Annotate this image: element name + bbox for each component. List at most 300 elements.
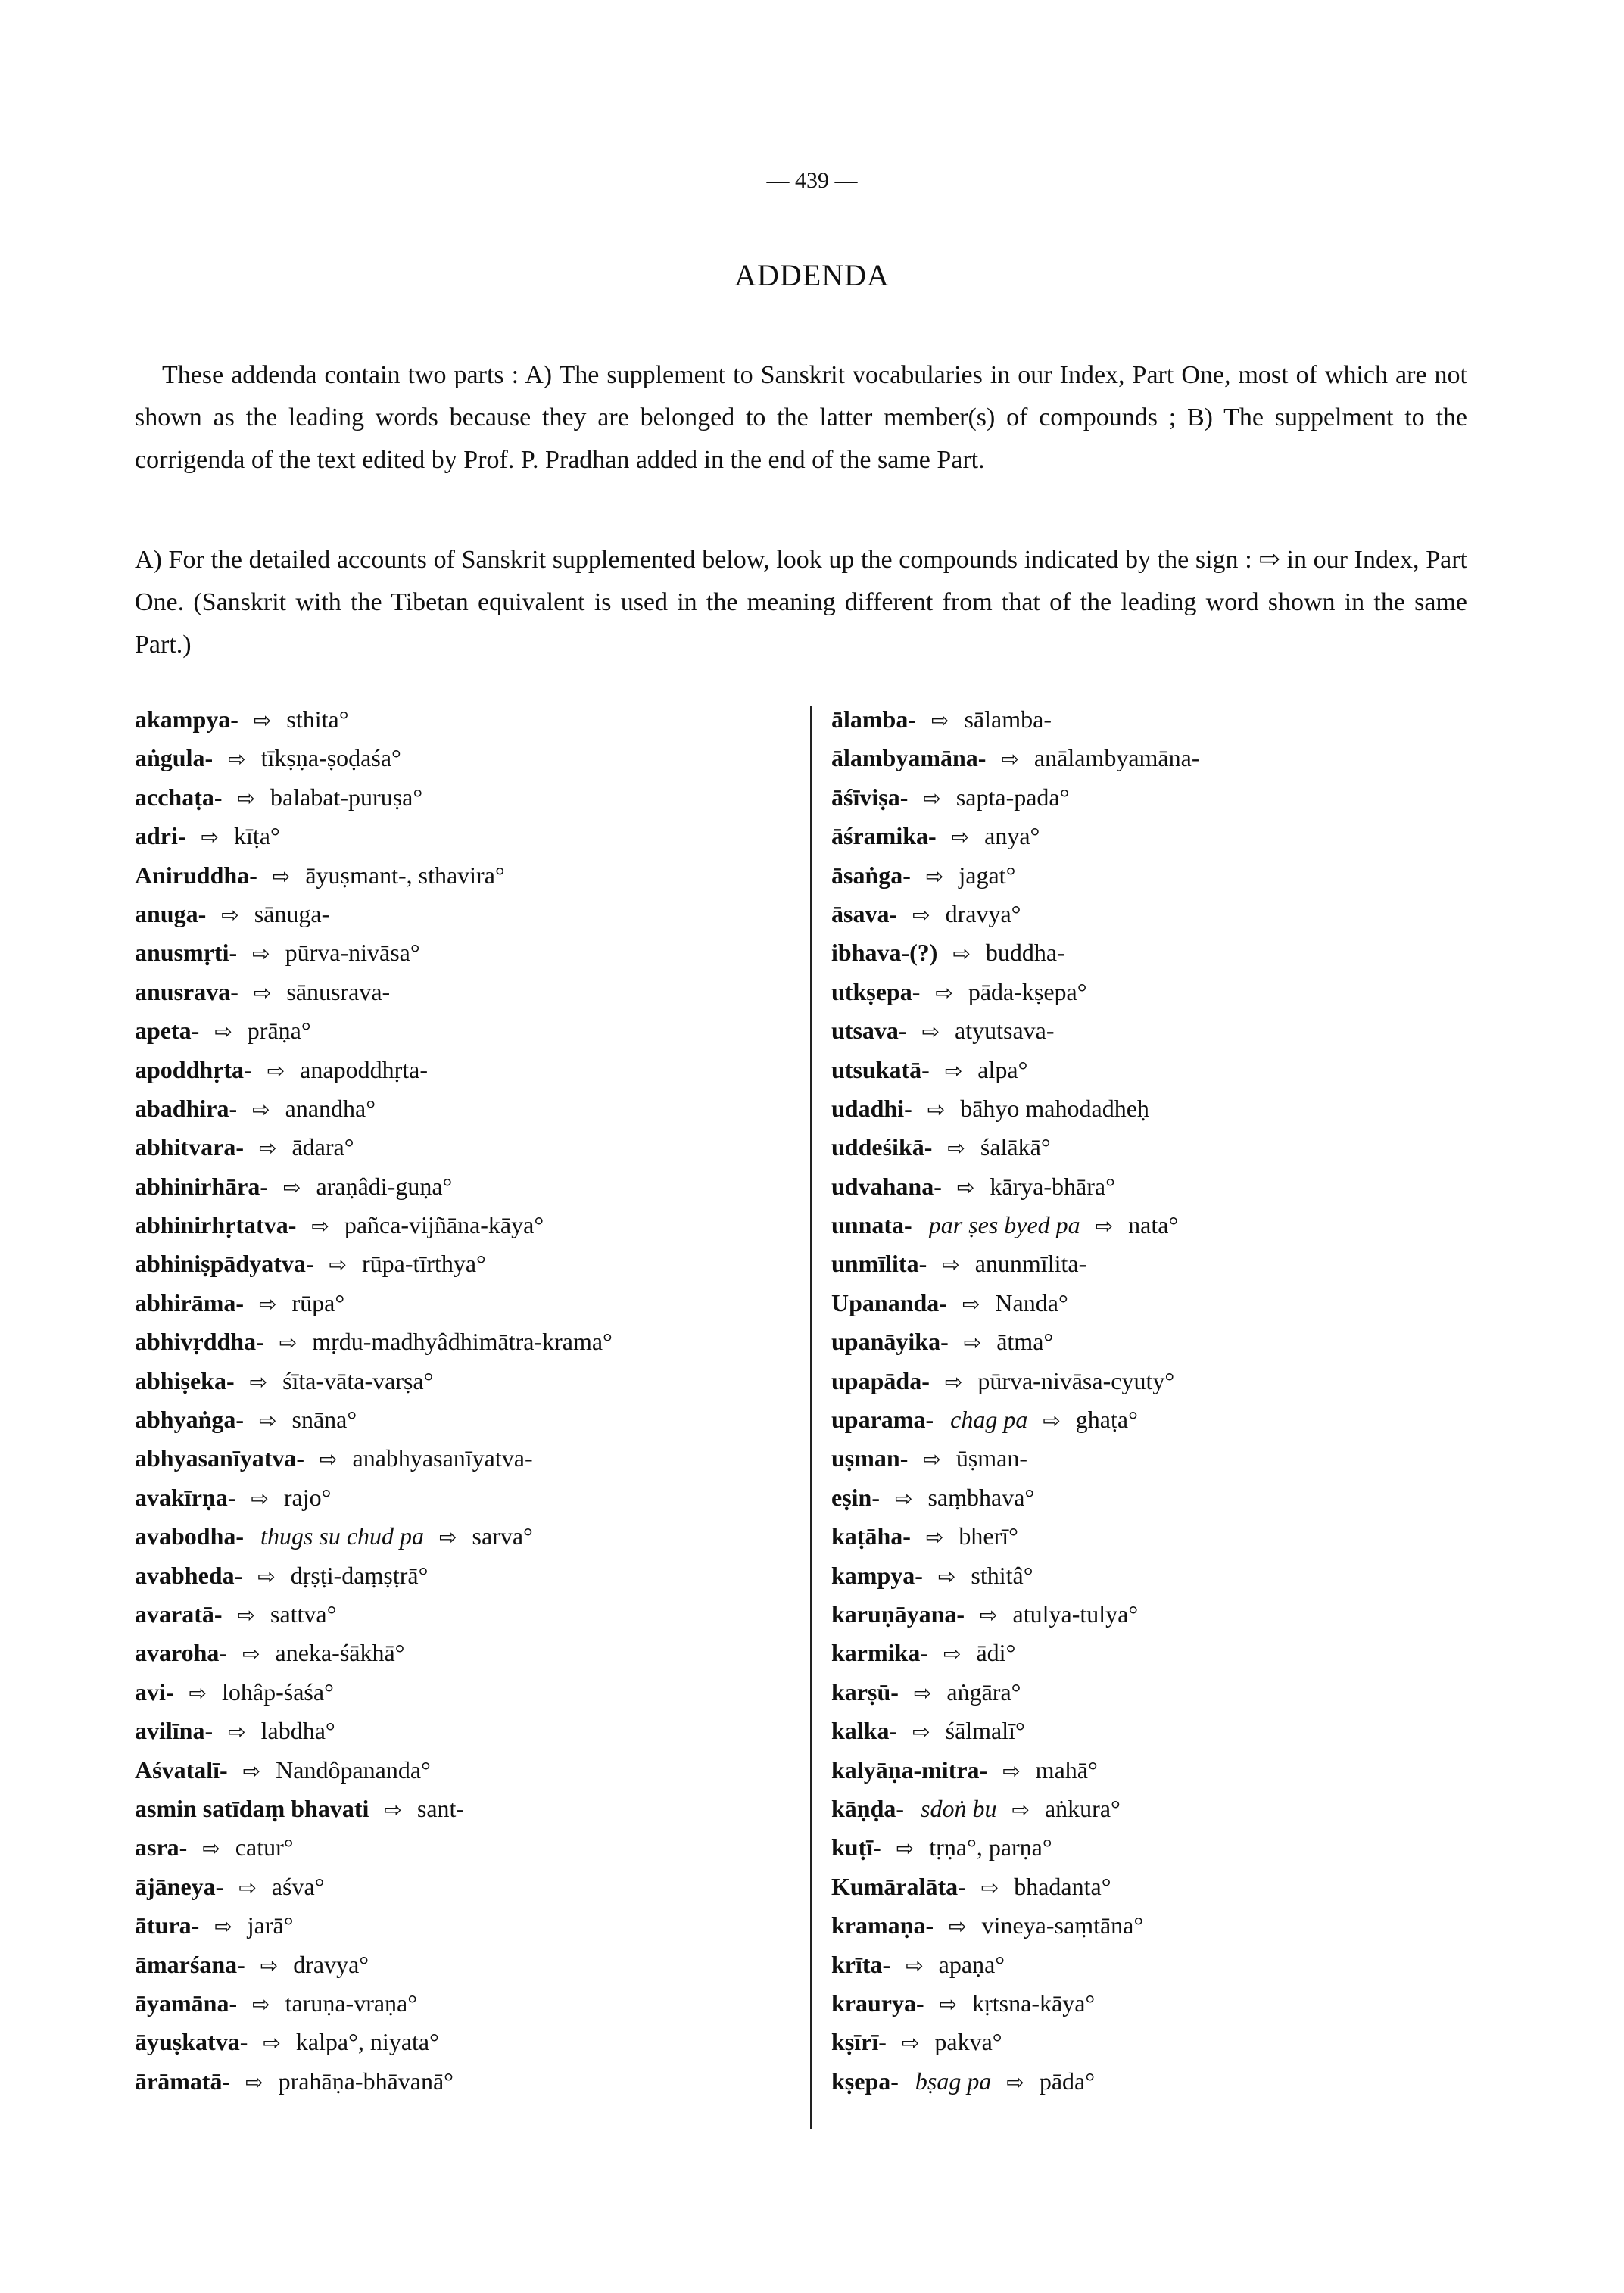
entry-headword: abhinirhāra- [135, 1172, 269, 1200]
cross-reference-arrow-icon: ⇨ [896, 1836, 915, 1862]
entry-headword: kalka- [831, 1717, 898, 1745]
entry-reference: balabat-puruṣa° [270, 783, 423, 811]
right-entry-column [831, 706, 1498, 2106]
entry-headword: kuṭī- [831, 1833, 881, 1862]
entry-row [135, 2028, 801, 2067]
entry-tibetan: chag pa [950, 1406, 1028, 1434]
entry-row [135, 1211, 801, 1250]
entry-reference: lohâp-śaśa° [222, 1678, 334, 1706]
entry-reference: anapoddhṛta- [300, 1055, 428, 1083]
entry-reference: ghaṭa° [1075, 1406, 1138, 1434]
entry-row [135, 1289, 801, 1328]
intro-paragraph: These addenda contain two parts : A) The supplement to Sanskrit vocabularies in our Index, Part One, most of which are not shown as the leading words because they are belonged to the latter member(s) of compounds ; B) The suppelment to the corrigenda of the text edited by Prof. P. Pradhan added in the end of the same Part. [135, 361, 1467, 474]
entry-row [831, 1873, 1498, 1911]
entry-headword: kalyāṇa-mitra- [831, 1756, 988, 1784]
entry-reference: kalpa°, niyata° [295, 2028, 439, 2056]
entry-reference: labdha° [260, 1717, 335, 1745]
entry-headword: ājāneya- [135, 1872, 224, 1900]
entry-reference: pakva° [934, 2028, 1002, 2056]
entry-headword: avabodha- [135, 1522, 245, 1550]
cross-reference-arrow-icon: ⇨ [927, 1096, 946, 1122]
entry-headword: anusmṛti- [135, 939, 238, 967]
cross-reference-arrow-icon: ⇨ [1001, 746, 1019, 772]
entry-row [831, 744, 1498, 783]
entry-headword: apeta- [135, 1017, 200, 1045]
entry-reference: sattva° [270, 1600, 337, 1628]
cross-reference-arrow-icon: ⇨ [283, 1174, 301, 1200]
entry-row [831, 1133, 1498, 1172]
entry-reference: kṛtsna-kāya° [972, 1989, 1096, 2017]
entry-row [831, 706, 1498, 744]
entry-reference: aṅgāra° [946, 1678, 1021, 1706]
entry-reference: pūrva-nivāsa° [285, 939, 420, 967]
entry-row [831, 822, 1498, 861]
entry-row [135, 1717, 801, 1756]
cross-reference-arrow-icon: ⇨ [439, 1525, 457, 1550]
entry-headword: eṣin- [831, 1483, 880, 1511]
entry-headword: avaratā- [135, 1600, 223, 1628]
cross-reference-arrow-icon: ⇨ [935, 980, 953, 1005]
entry-reference: nata° [1128, 1211, 1179, 1239]
entry-reference: bhadanta° [1014, 1872, 1111, 1900]
entry-headword: abhiniṣpādyatva- [135, 1250, 314, 1278]
cross-reference-arrow-icon: ⇨ [931, 708, 949, 733]
entry-reference: tīkṣṇa-ṣoḍaśa° [260, 744, 401, 772]
entry-headword: kraurya- [831, 1989, 924, 2017]
cross-reference-arrow-icon: ⇨ [252, 1096, 270, 1122]
cross-reference-arrow-icon: ⇨ [913, 1680, 932, 1706]
cross-reference-arrow-icon: ⇨ [921, 1019, 940, 1045]
cross-reference-arrow-icon: ⇨ [1095, 1213, 1114, 1239]
cross-reference-arrow-icon: ⇨ [901, 2030, 920, 2056]
entry-reference: atulya-tulya° [1012, 1600, 1139, 1628]
entry-row [135, 1173, 801, 1211]
entry-row [831, 1484, 1498, 1522]
cross-reference-arrow-icon: ⇨ [249, 1369, 268, 1394]
cross-reference-arrow-icon: ⇨ [202, 1836, 220, 1862]
entry-reference: anabhyasanīyatva- [352, 1444, 533, 1472]
entry-row [135, 744, 801, 783]
cross-reference-arrow-icon: ⇨ [279, 1330, 298, 1356]
entry-row [135, 1562, 801, 1600]
entry-headword: kṣīrī- [831, 2028, 887, 2056]
cross-reference-arrow-icon: ⇨ [253, 980, 272, 1005]
entry-row [831, 1989, 1498, 2028]
entry-row [135, 1756, 801, 1795]
cross-reference-arrow-icon: ⇨ [952, 941, 971, 967]
entry-row [135, 1795, 801, 1833]
entry-row [135, 1989, 801, 2028]
entry-row [831, 1406, 1498, 1444]
entry-row [831, 1289, 1498, 1328]
cross-reference-arrow-icon: ⇨ [263, 2030, 281, 2056]
entry-headword: kāṇḍa- [831, 1794, 905, 1822]
cross-reference-arrow-icon: ⇨ [228, 746, 246, 772]
entry-reference: āyuṣmant-, sthavira° [305, 861, 505, 889]
entry-reference: jarā° [247, 1911, 294, 1939]
cross-reference-arrow-icon: ⇨ [237, 785, 255, 811]
cross-reference-arrow-icon: ⇨ [201, 824, 220, 850]
cross-reference-arrow-icon: ⇨ [980, 1874, 999, 1900]
entry-row [135, 1056, 801, 1095]
entry-reference: sarva° [472, 1522, 533, 1550]
entry-reference: anya° [984, 822, 1040, 850]
section-a-paragraph: A) For the detailed accounts of Sanskrit supplemented below, look up the compounds indicated by the sign : ⇨ in our Index, Part One. (Sanskrit with the Tibetan equivalent is used in the meaning different from that of the leading word shown in the same Part.) [135, 546, 1467, 659]
entry-row [831, 2067, 1498, 2106]
entry-reference: anālambyamāna- [1033, 744, 1200, 772]
entry-headword: avakīrṇa- [135, 1483, 236, 1511]
entry-headword: udvahana- [831, 1172, 942, 1200]
entry-tibetan: bṣag pa [915, 2067, 992, 2095]
entry-reference: bāhyo mahodadheḥ [960, 1094, 1149, 1122]
entry-row [135, 706, 801, 744]
entry-reference: ādara° [291, 1133, 354, 1161]
entry-reference: śalākā° [980, 1133, 1051, 1161]
entry-row [831, 784, 1498, 822]
entry-row [831, 1951, 1498, 1989]
entry-headword: āmarśana- [135, 1950, 245, 1978]
entry-reference: Nanda° [995, 1288, 1068, 1316]
entry-headword: ālambyamāna- [831, 744, 987, 772]
entry-row [135, 1639, 801, 1678]
entry-row [831, 1367, 1498, 1406]
cross-reference-arrow-icon: ⇨ [949, 1914, 967, 1939]
entry-headword: āśīviṣa- [831, 783, 909, 811]
entry-reference: kīṭa° [234, 822, 280, 850]
entry-reference: ūṣman- [955, 1444, 1028, 1472]
entry-reference: bherī° [959, 1522, 1018, 1550]
entry-headword: Aśvatalī- [135, 1756, 228, 1784]
entry-row [831, 1717, 1498, 1756]
entry-row [135, 1367, 801, 1406]
left-entry-column [135, 706, 801, 2106]
cross-reference-arrow-icon: ⇨ [260, 1952, 279, 1978]
entry-reference: prahāṇa-bhāvanā° [278, 2067, 454, 2095]
entry-reference: rajo° [283, 1483, 332, 1511]
entry-reference: aśva° [271, 1872, 325, 1900]
cross-reference-arrow-icon: ⇨ [895, 1485, 913, 1511]
entry-reference: buddha- [985, 939, 1065, 967]
entry-headword: abhiṣeka- [135, 1366, 235, 1394]
entry-reference: pañca-vijñāna-kāya° [344, 1211, 544, 1239]
entry-headword: āśramika- [831, 822, 937, 850]
entry-headword: anusrava- [135, 977, 238, 1005]
entry-headword: karmika- [831, 1639, 928, 1667]
entry-reference: jagat° [959, 861, 1016, 889]
entry-headword: kampya- [831, 1561, 923, 1589]
entry-headword: abhyasanīyatva- [135, 1444, 305, 1472]
entry-reference: Nandôpananda° [276, 1756, 431, 1784]
entry-row [135, 1017, 801, 1055]
entry-row [831, 939, 1498, 977]
cross-reference-arrow-icon: ⇨ [923, 1447, 941, 1472]
entry-reference: kārya-bhāra° [990, 1172, 1115, 1200]
entry-headword: utkṣepa- [831, 977, 921, 1005]
entry-reference: dravya° [293, 1950, 369, 1978]
entry-row [135, 1873, 801, 1911]
entry-headword: avaroha- [135, 1639, 228, 1667]
entry-row [135, 1678, 801, 1717]
entry-headword: āsava- [831, 899, 898, 927]
entry-reference: dravya° [945, 899, 1021, 927]
entry-reference: sapta-pada° [955, 783, 1070, 811]
entry-row [831, 1795, 1498, 1833]
entry-reference: apaṇa° [938, 1950, 1005, 1978]
entry-tibetan: sdoṅ bu [921, 1794, 997, 1822]
cross-reference-arrow-icon: ⇨ [1002, 1758, 1021, 1784]
entry-row [831, 1522, 1498, 1561]
cross-reference-arrow-icon: ⇨ [906, 1952, 924, 1978]
cross-reference-arrow-icon: ⇨ [252, 1991, 270, 2017]
entry-row [831, 1250, 1498, 1288]
column-divider [810, 706, 812, 2129]
entry-reference: taruṇa-vraṇa° [285, 1989, 418, 2017]
entry-tibetan: thugs su chud pa [260, 1522, 425, 1550]
cross-reference-arrow-icon: ⇨ [1011, 1796, 1030, 1822]
entry-headword: kaṭāha- [831, 1522, 911, 1550]
entry-reference: sthitâ° [971, 1561, 1033, 1589]
entry-reference: alpa° [977, 1055, 1028, 1083]
entry-reference: mṛdu-madhyâdhimātra-krama° [312, 1328, 613, 1356]
entry-row [831, 1095, 1498, 1133]
entry-reference: vineya-saṃtāna° [981, 1911, 1144, 1939]
cross-reference-arrow-icon: ⇨ [259, 1291, 277, 1316]
entry-headword: upapāda- [831, 1366, 930, 1394]
entry-headword: anuga- [135, 899, 207, 927]
entry-headword: akampya- [135, 706, 238, 733]
cross-reference-arrow-icon: ⇨ [980, 1602, 998, 1628]
entry-reference: anunmīlita- [974, 1250, 1087, 1278]
cross-reference-arrow-icon: ⇨ [242, 1641, 260, 1667]
cross-reference-arrow-icon: ⇨ [214, 1019, 232, 1045]
entry-headword: utsukatā- [831, 1055, 930, 1083]
cross-reference-arrow-icon: ⇨ [252, 941, 270, 967]
cross-reference-arrow-icon: ⇨ [237, 1602, 255, 1628]
entry-headword: asra- [135, 1833, 188, 1862]
entry-row [135, 1444, 801, 1483]
cross-reference-arrow-icon: ⇨ [962, 1291, 980, 1316]
entry-headword: uparama- [831, 1406, 934, 1434]
entry-headword: udadhi- [831, 1094, 912, 1122]
entry-row [135, 1095, 801, 1133]
entry-row [135, 1328, 801, 1366]
entry-reference: mahā° [1035, 1756, 1098, 1784]
cross-reference-arrow-icon: ⇨ [214, 1914, 232, 1939]
entry-headword: upanāyika- [831, 1328, 949, 1356]
cross-reference-arrow-icon: ⇨ [251, 1485, 269, 1511]
entry-headword: ālamba- [831, 706, 916, 733]
entry-headword: avilīna- [135, 1717, 214, 1745]
entry-headword: krīta- [831, 1950, 891, 1978]
entry-reference: rūpa-tīrthya° [362, 1250, 486, 1278]
entry-reference: śālmalī° [945, 1717, 1025, 1745]
entry-headword: karṣū- [831, 1678, 899, 1706]
entry-headword: āyuṣkatva- [135, 2028, 248, 2056]
cross-reference-arrow-icon: ⇨ [942, 1252, 960, 1278]
entry-reference: sālamba- [964, 706, 1052, 733]
cross-reference-arrow-icon: ⇨ [947, 1136, 965, 1161]
cross-reference-arrow-icon: ⇨ [951, 824, 970, 850]
cross-reference-arrow-icon: ⇨ [253, 708, 272, 733]
entry-row [135, 978, 801, 1017]
entry-reference: aṅkura° [1044, 1794, 1121, 1822]
entry-row [135, 1406, 801, 1444]
entry-headword: uddeśikā- [831, 1133, 933, 1161]
entry-row [831, 1056, 1498, 1095]
entry-row [831, 861, 1498, 900]
entry-headword: uṣman- [831, 1444, 909, 1472]
entry-reference: atyutsava- [955, 1017, 1055, 1045]
cross-reference-arrow-icon: ⇨ [329, 1252, 347, 1278]
entry-reference: sānuga- [254, 899, 330, 927]
entry-reference: śīta-vāta-varṣa° [282, 1366, 434, 1394]
entry-headword: Kumāralāta- [831, 1872, 966, 1900]
entry-reference: anandha° [285, 1094, 376, 1122]
cross-reference-arrow-icon: ⇨ [944, 1369, 963, 1394]
cross-reference-arrow-icon: ⇨ [189, 1680, 207, 1706]
entry-headword: karuṇāyana- [831, 1600, 965, 1628]
entry-row [135, 1484, 801, 1522]
entry-row [831, 1833, 1498, 1872]
entry-headword: unnata- [831, 1211, 912, 1239]
entry-headword: Upananda- [831, 1288, 947, 1316]
entry-row [135, 1522, 801, 1561]
entry-row [831, 978, 1498, 1017]
entry-headword: abadhira- [135, 1094, 238, 1122]
entry-reference: tṛṇa°, parṇa° [929, 1833, 1052, 1862]
entry-headword: Aniruddha- [135, 861, 257, 889]
cross-reference-arrow-icon: ⇨ [311, 1213, 329, 1239]
entry-row [135, 1833, 801, 1872]
entry-row [135, 784, 801, 822]
entry-headword: aṅgula- [135, 744, 214, 772]
entry-row [831, 1211, 1498, 1250]
entry-row [831, 1562, 1498, 1600]
entry-row [135, 1911, 801, 1950]
entry-row [135, 939, 801, 977]
entry-reference: ādi° [976, 1639, 1016, 1667]
entry-row [831, 1173, 1498, 1211]
entry-row [831, 2028, 1498, 2067]
entry-row [831, 1444, 1498, 1483]
entry-headword: abhivṛddha- [135, 1328, 264, 1356]
entry-row [831, 1756, 1498, 1795]
entry-headword: ātura- [135, 1911, 200, 1939]
entry-reference: pūrva-nivāsa-cyuty° [977, 1366, 1175, 1394]
entry-row [135, 1600, 801, 1639]
entry-row [831, 1678, 1498, 1717]
entry-headword: kṣepa- [831, 2067, 899, 2095]
entry-headword: adri- [135, 822, 186, 850]
cross-reference-arrow-icon: ⇨ [939, 1991, 958, 2017]
entry-headword: apoddhṛta- [135, 1055, 252, 1083]
entry-row [831, 1639, 1498, 1678]
entry-headword: ibhava-(?) [831, 939, 938, 967]
cross-reference-arrow-icon: ⇨ [925, 1525, 944, 1550]
entry-headword: āyamāna- [135, 1989, 238, 2017]
cross-reference-arrow-icon: ⇨ [259, 1408, 277, 1434]
entry-headword: ārāmatā- [135, 2067, 231, 2095]
entry-row [831, 1600, 1498, 1639]
entry-row [831, 1328, 1498, 1366]
cross-reference-arrow-icon: ⇨ [257, 1563, 276, 1589]
entry-row [135, 900, 801, 939]
entry-row [135, 2067, 801, 2106]
entry-row [135, 1951, 801, 1989]
entry-headword: abhinirhṛtatva- [135, 1211, 297, 1239]
cross-reference-arrow-icon: ⇨ [937, 1563, 956, 1589]
cross-reference-arrow-icon: ⇨ [267, 1058, 285, 1083]
entry-reference: sthita° [286, 706, 349, 733]
cross-reference-arrow-icon: ⇨ [238, 1874, 257, 1900]
entry-row [135, 1133, 801, 1172]
cross-reference-arrow-icon: ⇨ [320, 1447, 338, 1472]
cross-reference-arrow-icon: ⇨ [272, 863, 291, 889]
entry-row [135, 861, 801, 900]
cross-reference-arrow-icon: ⇨ [925, 863, 944, 889]
entry-reference: araṇâdi-guṇa° [316, 1172, 453, 1200]
entry-row [135, 1250, 801, 1288]
entry-reference: catur° [235, 1833, 294, 1862]
cross-reference-arrow-icon: ⇨ [245, 2069, 263, 2095]
entry-headword: abhirāma- [135, 1288, 244, 1316]
entry-headword: kramaṇa- [831, 1911, 934, 1939]
cross-reference-arrow-icon: ⇨ [228, 1719, 246, 1745]
entry-headword: asmin satīdaṃ bhavati [135, 1794, 369, 1822]
entry-row [831, 900, 1498, 939]
entry-headword: āsaṅga- [831, 861, 911, 889]
entry-row [831, 1911, 1498, 1950]
cross-reference-arrow-icon: ⇨ [221, 902, 239, 927]
entry-headword: abhyaṅga- [135, 1406, 245, 1434]
entry-headword: avabheda- [135, 1561, 243, 1589]
entry-reference: saṃbhava° [927, 1483, 1035, 1511]
entry-reference: sant- [416, 1794, 465, 1822]
page-title: ADDENDA [734, 258, 890, 292]
cross-reference-arrow-icon: ⇨ [923, 785, 941, 811]
cross-reference-arrow-icon: ⇨ [259, 1136, 277, 1161]
entry-headword: unmīlita- [831, 1250, 927, 1278]
cross-reference-arrow-icon: ⇨ [1043, 1408, 1061, 1434]
cross-reference-arrow-icon: ⇨ [944, 1058, 963, 1083]
cross-reference-arrow-icon: ⇨ [1006, 2069, 1024, 2095]
entry-reference: ātma° [996, 1328, 1054, 1356]
entry-row [135, 822, 801, 861]
entry-reference: sānusrava- [286, 977, 391, 1005]
cross-reference-arrow-icon: ⇨ [963, 1330, 982, 1356]
page-number: — 439 — [766, 168, 858, 193]
entry-reference: snāna° [291, 1406, 357, 1434]
entry-reference: pāda-kṣepa° [968, 977, 1087, 1005]
entry-reference: rūpa° [291, 1288, 345, 1316]
cross-reference-arrow-icon: ⇨ [956, 1174, 975, 1200]
entry-row [831, 1017, 1498, 1055]
entry-headword: utsava- [831, 1017, 907, 1045]
entry-reference: aneka-śākhā° [275, 1639, 405, 1667]
entry-reference: prāṇa° [247, 1017, 311, 1045]
cross-reference-arrow-icon: ⇨ [943, 1641, 962, 1667]
entry-reference: pāda° [1039, 2067, 1096, 2095]
entry-headword: acchaṭa- [135, 783, 223, 811]
cross-reference-arrow-icon: ⇨ [242, 1758, 261, 1784]
entry-headword: abhitvara- [135, 1133, 244, 1161]
entry-reference: dṛṣṭi-daṃṣṭrā° [290, 1561, 429, 1589]
cross-reference-arrow-icon: ⇨ [912, 1719, 930, 1745]
entry-tibetan: par ṣes byed pa [928, 1211, 1080, 1239]
cross-reference-arrow-icon: ⇨ [912, 902, 930, 927]
entry-headword: avi- [135, 1678, 174, 1706]
cross-reference-arrow-icon: ⇨ [384, 1796, 402, 1822]
